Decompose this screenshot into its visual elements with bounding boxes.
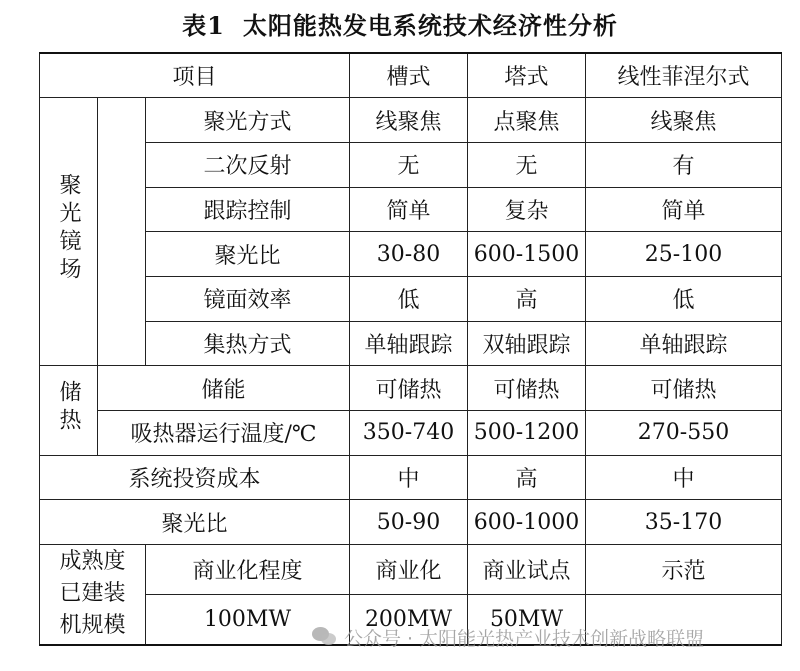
table-cell: 线聚焦 [350,98,468,143]
table-cell: 无 [350,142,468,187]
table-cell: 有 [586,142,782,187]
table-cell: 600-1000 [468,500,586,545]
table-title-text: 太阳能热发电系统技术经济性分析 [242,11,618,40]
table-cell: 复杂 [468,187,586,232]
table-cell: 可储热 [350,366,468,411]
table-cell: 可储热 [586,366,782,411]
table-cell: 500-1200 [468,411,586,456]
table-title [0,6,800,41]
table-cell: 可储热 [468,366,586,411]
group-maturity [40,545,146,645]
row-label: 吸热器运行温度/℃ [98,411,350,456]
row-label: 二次反射 [146,142,350,187]
table-cell: 25-100 [586,232,782,277]
group-label [59,546,125,642]
table-cell: 无 [468,142,586,187]
table-cell: 单轴跟踪 [350,321,468,366]
table-row [40,187,782,232]
table-cell: 点聚焦 [468,98,586,143]
header-col-tower: 塔式 [468,53,586,98]
table-row [40,321,782,366]
table-cell: 示范 [586,545,782,595]
table-cell: 双轴跟踪 [468,321,586,366]
table-cell: 商业化 [350,545,468,595]
table-cell: 270-550 [586,411,782,456]
group-mirror-field [40,98,98,366]
group-storage [40,366,98,455]
table-number: 表1 [182,11,225,40]
table-cell: 单轴跟踪 [586,321,782,366]
table-cell: 低 [586,276,782,321]
table-cell: 350-740 [350,411,468,456]
table-row [40,455,782,500]
table-cell: 线聚焦 [586,98,782,143]
header-col-fresnel: 线性菲涅尔式 [586,53,782,98]
table-row [40,232,782,277]
table-cell: 中 [586,455,782,500]
group-label-line: 机规模 [59,613,126,639]
table-cell: 中 [350,455,468,500]
table-header-row [40,53,782,98]
table-cell: 600-1500 [468,232,586,277]
table-cell: 高 [468,276,586,321]
watermark-text: 公众号 · 太阳能光热产业技术创新战略联盟 [344,627,705,650]
table-cell: 商业试点 [468,545,586,595]
row-label: 商业化程度 [146,545,350,595]
row-label: 跟踪控制 [146,187,350,232]
header-item: 项目 [40,53,350,98]
table-row [40,411,782,456]
table-cell: 高 [468,455,586,500]
table-cell: 50MW [468,595,586,645]
row-label: 储能 [98,366,350,411]
table-row [40,500,782,545]
table-cell: 30-80 [350,232,468,277]
group-label-line: 成熟度 [59,549,126,575]
table-cell: 50-90 [350,500,468,545]
table-cell: 简单 [350,187,468,232]
row-label: 聚光方式 [146,98,350,143]
table-cell: 低 [350,276,468,321]
table-row [40,276,782,321]
row-label: 集热方式 [146,321,350,366]
row-label: 聚光比 [146,232,350,277]
group-label-line: 已建装 [59,581,126,607]
table-row [40,142,782,187]
table-cell: 200MW [350,595,468,645]
wechat-icon [312,626,338,648]
header-col-trough: 槽式 [350,53,468,98]
table-row [40,98,782,143]
row-label: 系统投资成本 [40,455,350,500]
row-label: 聚光比 [40,500,350,545]
group-label: 聚光镜场 [56,172,81,285]
table-row [40,545,782,595]
row-label: 镜面效率 [146,276,350,321]
group-label: 储热 [56,379,81,436]
table-row [40,366,782,411]
watermark [312,622,704,652]
analysis-table [39,52,782,646]
group-spacer-cell [98,98,146,366]
table-cell: 简单 [586,187,782,232]
table-cell: 35-170 [586,500,782,545]
table-cell: 100MW [146,595,350,645]
